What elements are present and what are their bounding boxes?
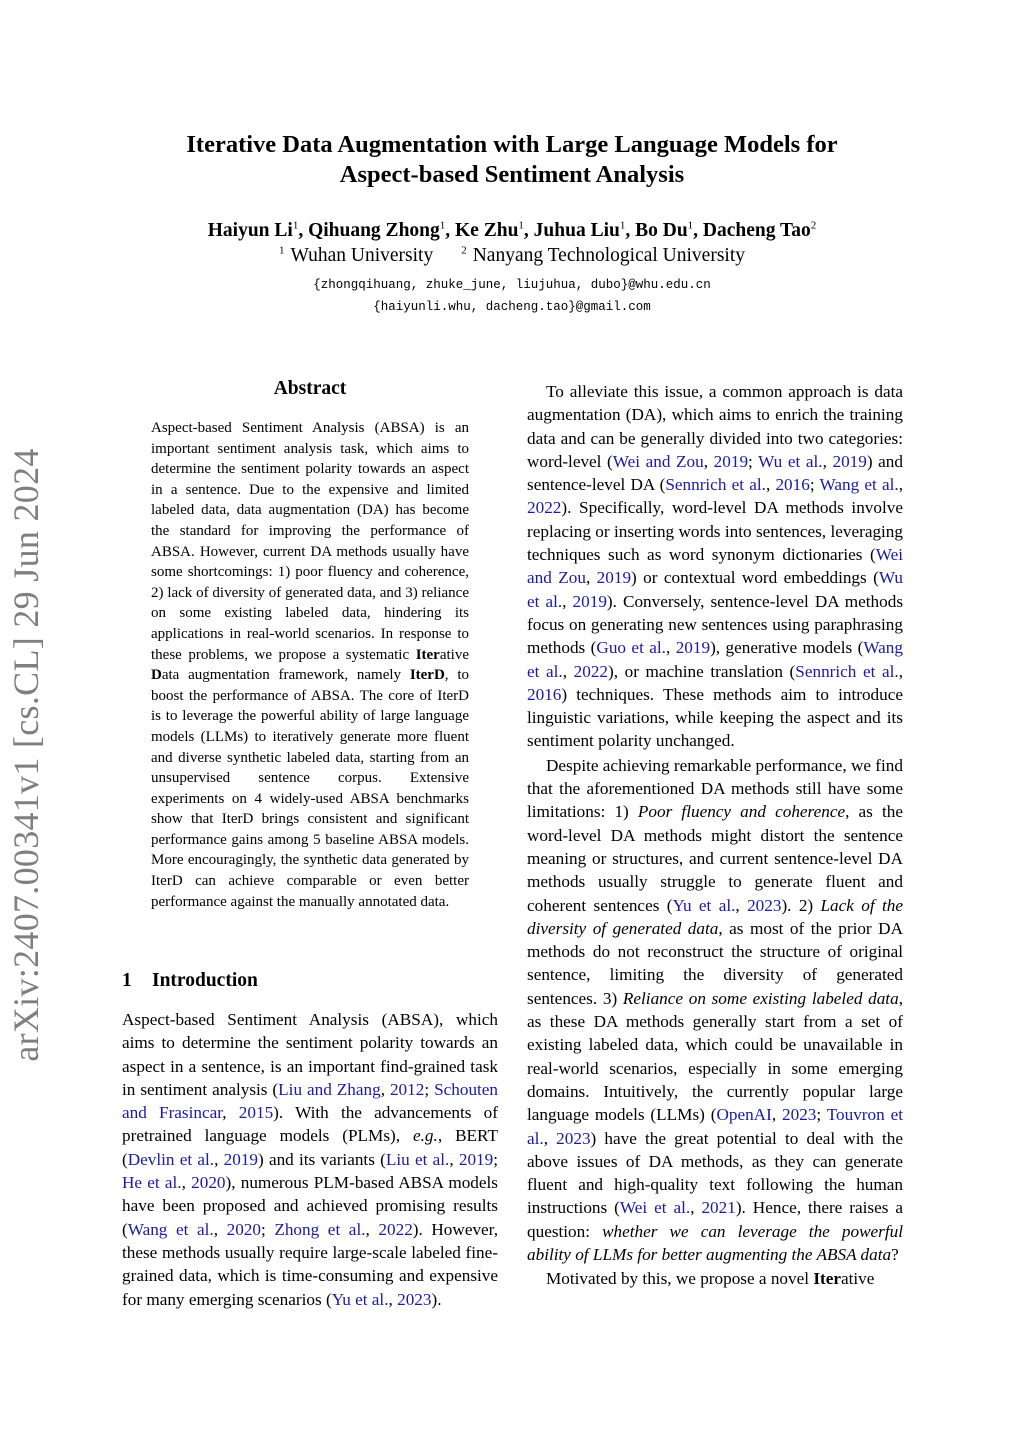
text-run: , bbox=[822, 451, 833, 471]
text-run: ). Hence, there raises a question: bbox=[527, 1198, 904, 1241]
text-run: ; bbox=[424, 1079, 435, 1099]
affiliation-name: Wuhan University bbox=[290, 245, 434, 266]
text-run: , as these DA methods generally start from a set of existing labeled data, which could be unavailable in real-world scenarios, especially in some emerging domains. Intuitively, the currently popular large language models (LLMs) ( bbox=[527, 988, 903, 1125]
bold-text: D bbox=[151, 667, 162, 684]
citation-link[interactable]: Wu et al. bbox=[758, 451, 823, 471]
affiliation-mark: 1 bbox=[292, 219, 299, 232]
citation-link[interactable]: 2023 bbox=[747, 895, 782, 915]
text-run: , bbox=[898, 475, 904, 495]
emphasis-text: e.g. bbox=[413, 1126, 438, 1146]
text-run: ). bbox=[431, 1289, 442, 1309]
bold-text: IterD bbox=[409, 667, 445, 684]
bold-text: Iter bbox=[415, 646, 440, 663]
citation-link[interactable]: OpenAI bbox=[716, 1105, 772, 1125]
section-heading bbox=[122, 970, 258, 992]
citation-link[interactable]: 2020 bbox=[226, 1219, 261, 1239]
bold-text: Iter bbox=[813, 1269, 841, 1289]
text-run: , bbox=[585, 568, 597, 588]
author-name: Bo Du bbox=[635, 220, 688, 241]
text-run: , bbox=[562, 591, 573, 611]
citation-link[interactable]: Wang et al. bbox=[527, 638, 903, 681]
citation-link[interactable]: Sennrich et al. bbox=[795, 661, 899, 681]
title-line-2: Aspect-based Sentiment Analysis bbox=[339, 161, 685, 188]
text-run: , BERT ( bbox=[122, 1126, 498, 1169]
text-run: ) or contextual word embeddings ( bbox=[631, 568, 879, 588]
affiliation-list bbox=[0, 245, 1024, 267]
text-run: , bbox=[449, 1149, 459, 1169]
text-run: ? bbox=[891, 1244, 899, 1264]
citation-link[interactable]: 2019 bbox=[713, 451, 749, 471]
section-number: 1 bbox=[122, 970, 132, 991]
citation-link[interactable]: Sennrich et al. bbox=[665, 475, 766, 495]
author-name: Haiyun Li bbox=[207, 220, 293, 241]
emphasis-text: Reliance on some existing labeled data bbox=[622, 988, 899, 1008]
text-run: , bbox=[181, 1173, 192, 1193]
citation-link[interactable]: Yu et al. bbox=[672, 895, 736, 915]
text-run: ), numerous PLM-based ABSA models have been proposed and achieved promising results ( bbox=[122, 1173, 498, 1239]
citation-link[interactable]: 2022 bbox=[573, 661, 608, 681]
citation-link[interactable]: Devlin et al. bbox=[127, 1149, 215, 1169]
text-run: , as most of the prior DA methods do not reconstruct the structure of original sentence, limiting the diversity of generated sentences. 3) bbox=[527, 918, 903, 1008]
email-line-2: {haiyunli.whu, dacheng.tao}@gmail.com bbox=[373, 300, 651, 314]
author-separator: , bbox=[693, 220, 703, 241]
text-run: , bbox=[222, 1103, 239, 1123]
text-run: , bbox=[543, 1128, 557, 1148]
text-run: ; bbox=[809, 475, 820, 495]
intro-paragraph bbox=[527, 1267, 903, 1290]
citation-link[interactable]: 2016 bbox=[775, 475, 810, 495]
affiliation-mark: 1 bbox=[278, 244, 285, 257]
text-run: ; bbox=[493, 1149, 498, 1169]
citation-link[interactable]: Liu et al. bbox=[385, 1149, 450, 1169]
text-run: ) have the great potential to deal with the above issues of DA methods, as they can generate fluent and high-quality text following the human instructions ( bbox=[527, 1128, 903, 1218]
text-run: , bbox=[214, 1149, 224, 1169]
abstract-heading: Abstract bbox=[273, 378, 347, 399]
citation-link[interactable]: Wei and Zou bbox=[527, 545, 903, 588]
intro-paragraph bbox=[527, 754, 903, 1267]
text-run: , bbox=[665, 638, 676, 658]
text-run: ). 2) bbox=[781, 895, 821, 915]
citation-link[interactable]: Wei and Zou bbox=[612, 451, 704, 471]
affiliation-mark: 1 bbox=[687, 219, 694, 232]
citation-link[interactable]: 2012 bbox=[389, 1079, 425, 1099]
citation-link[interactable]: 2015 bbox=[238, 1103, 274, 1123]
text-run: ative bbox=[439, 646, 469, 663]
citation-link[interactable]: Yu et al. bbox=[331, 1289, 389, 1309]
text-run: , bbox=[735, 895, 748, 915]
affiliation-mark: 2 bbox=[461, 244, 467, 257]
text-run: ; bbox=[816, 1105, 827, 1125]
citation-link[interactable]: 2019 bbox=[675, 638, 711, 658]
affiliation-mark: 2 bbox=[810, 219, 817, 232]
intro-right-column bbox=[527, 380, 903, 1291]
text-run: , bbox=[771, 1105, 782, 1125]
citation-link[interactable]: He et al. bbox=[122, 1173, 182, 1193]
citation-link[interactable]: 2022 bbox=[527, 498, 562, 518]
title-line-1: Iterative Data Augmentation with Large Language Models for bbox=[186, 131, 838, 158]
text-run: Despite achieving remarkable performance, we find that the aforementioned DA methods still have some limitations: 1) bbox=[527, 755, 903, 822]
text-run: ; bbox=[748, 451, 759, 471]
citation-link[interactable]: 2016 bbox=[527, 684, 562, 704]
text-run: ). Conversely, sentence-level DA methods focus on generating new sentences using paraphrasing methods ( bbox=[527, 591, 904, 658]
text-run: Aspect-based Sentiment Analysis (ABSA), which aims to determine the sentiment polarity towards an aspect in a sentence, is an important find-grained task in sentiment analysis ( bbox=[122, 1010, 498, 1099]
affiliation-name: Nanyang Technological University bbox=[472, 245, 746, 266]
emphasis-text: Poor fluency and coherence bbox=[637, 802, 846, 822]
citation-link[interactable]: Touvron et al. bbox=[527, 1105, 903, 1148]
citation-link[interactable]: Zhong et al. bbox=[274, 1219, 366, 1239]
author-name: Ke Zhu bbox=[455, 220, 519, 241]
text-run: , to boost the performance of ABSA. The core of IterD is to leverage the powerful ability of large language models (LLMs) to iteratively generate more fluent and diverse synthetic labeled data, starting from an unsupervised sentence corpus. Extensive experiments on 4 widely-used ABSA benchmarks show that IterD brings consistent and significant performance gains among 5 baseline ABSA models. More encouragingly, the synthetic data generated by IterD can achieve comparable or even better performance against the manually annotated data. bbox=[151, 667, 469, 910]
text-run: To alleviate this issue, a common approach is data augmentation (DA), which aims to enrich the training data and can be generally divided into two categories: word-level ( bbox=[527, 382, 903, 471]
paper-title bbox=[0, 130, 1024, 190]
text-run: ; bbox=[260, 1219, 275, 1239]
text-run: ). However, these methods usually require large-scale labeled fine-grained data, which is time-consuming and expensive for many emerging scenarios ( bbox=[122, 1219, 498, 1309]
citation-link[interactable]: 2021 bbox=[701, 1198, 736, 1218]
intro-paragraph bbox=[122, 1008, 498, 1311]
citation-link[interactable]: 2022 bbox=[378, 1219, 413, 1239]
citation-link[interactable]: 2020 bbox=[191, 1173, 226, 1193]
text-run: ) and its variants ( bbox=[258, 1149, 386, 1169]
citation-link[interactable]: 2019 bbox=[596, 568, 632, 588]
text-run: , bbox=[562, 661, 574, 681]
emphasis-text: whether we can leverage the powerful ability of LLMs for better augmenting the ABSA data bbox=[527, 1221, 903, 1264]
affiliation-mark: 1 bbox=[518, 219, 524, 232]
text-run: , bbox=[690, 1198, 702, 1218]
text-run: , bbox=[898, 661, 903, 681]
author-name: Dacheng Tao bbox=[702, 220, 811, 241]
citation-link[interactable]: 2019 bbox=[458, 1149, 494, 1169]
author-name: Juhua Liu bbox=[533, 220, 620, 241]
text-run: ), or machine translation ( bbox=[608, 661, 796, 681]
citation-link[interactable]: 2023 bbox=[556, 1128, 591, 1148]
text-run: , as the word-level DA methods might distort the sentence meaning or structures, and current sentence-level DA methods usually struggle to generate fluent and coherent sentences ( bbox=[527, 802, 903, 915]
text-run: ). With the advancements of pretrained language models (PLMs), bbox=[122, 1103, 499, 1146]
text-run: , bbox=[388, 1289, 398, 1309]
citation-link[interactable]: 2023 bbox=[782, 1105, 817, 1125]
citation-link[interactable]: Wei et al. bbox=[619, 1198, 691, 1218]
author-name: Qihuang Zhong bbox=[308, 220, 440, 241]
text-run: ata augmentation framework, namely bbox=[161, 667, 410, 684]
citation-link[interactable]: Guo et al. bbox=[596, 638, 666, 658]
author-separator: , bbox=[625, 220, 636, 241]
text-run: ), generative models ( bbox=[710, 638, 864, 658]
author-separator: , bbox=[523, 220, 534, 241]
emphasis-text: Lack of the diversity of generated data bbox=[527, 895, 903, 938]
citation-link[interactable]: Liu and Zhang bbox=[278, 1079, 381, 1099]
citation-link[interactable]: Wang et al. bbox=[819, 475, 899, 495]
text-run: ) and sentence-level DA ( bbox=[527, 451, 903, 495]
citation-link[interactable]: Wang et al. bbox=[127, 1219, 214, 1239]
text-run: , bbox=[703, 451, 714, 471]
text-run: ). Specifically, word-level DA methods involve replacing or inserting words into sentences, leveraging techniques such as word synonym dictionaries ( bbox=[527, 498, 903, 565]
citation-link[interactable]: 2019 bbox=[223, 1149, 258, 1169]
text-run: , bbox=[365, 1219, 379, 1239]
abstract-body bbox=[151, 418, 469, 912]
author-separator: , bbox=[445, 220, 456, 241]
text-run: , bbox=[765, 475, 776, 495]
citation-link[interactable]: 2019 bbox=[832, 451, 867, 471]
text-run: ) techniques. These methods aim to introduce linguistic variations, while keeping the aspect and its sentiment polarity unchanged. bbox=[527, 684, 903, 751]
arxiv-stamp-text: arXiv:2407.00341v1 [cs.CL] 29 Jun 2024 bbox=[6, 448, 46, 1062]
citation-link[interactable]: Schouten and Frasincar bbox=[122, 1079, 499, 1123]
intro-paragraph bbox=[527, 380, 903, 753]
citation-link[interactable]: 2023 bbox=[397, 1289, 432, 1309]
section-title: Introduction bbox=[152, 970, 258, 991]
text-run: , bbox=[380, 1079, 390, 1099]
citation-link[interactable]: 2019 bbox=[572, 591, 607, 611]
intro-left-column bbox=[122, 1008, 498, 1311]
citation-link[interactable]: Wu et al. bbox=[527, 568, 904, 611]
text-run: Motivated by this, we propose a novel bbox=[546, 1269, 814, 1289]
text-run: ative bbox=[841, 1269, 875, 1289]
affiliation-mark: 1 bbox=[439, 219, 446, 232]
text-run: Aspect-based Sentiment Analysis (ABSA) is an important sentiment analysis task, which aims to determine the sentiment polarity towards an aspect in a sentence. Due to the expensive and limited labeled data, data augmentation (DA) has become the standard for improving the performance of ABSA. However, current DA methods usually have some shortcomings: 1) poor fluency and coherence, 2) lack of diversity of generated data, and 3) reliance on some existing labeled data, hindering its applications in real-world scenarios. In response to these problems, we propose a systematic bbox=[151, 420, 469, 663]
author-separator: , bbox=[298, 220, 309, 241]
text-run: , bbox=[213, 1219, 227, 1239]
email-line-1: {zhongqihuang, zhuke_june, liujuhua, dubo}@whu.edu.cn bbox=[313, 278, 711, 292]
affiliation-mark: 1 bbox=[619, 219, 626, 232]
author-list bbox=[0, 220, 1024, 242]
